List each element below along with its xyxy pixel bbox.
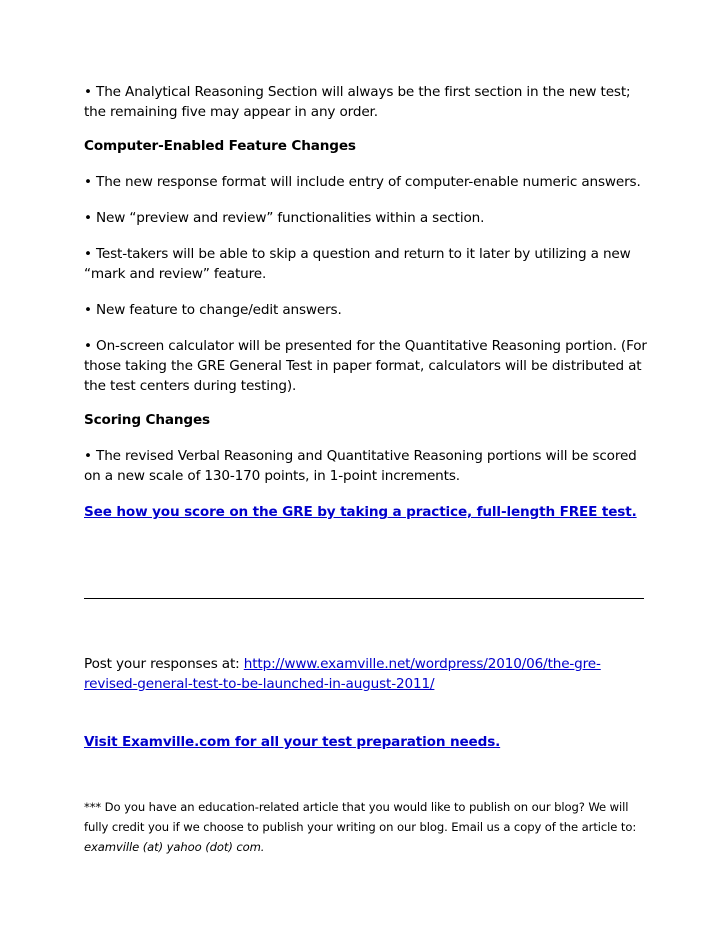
bullet-preview-review: • New “preview and review” functionalities within a section. <box>84 210 485 226</box>
note-text: *** Do you have an education-related article that you would like to publish on our blog? We will fully credit you if we choose to publish your writing on our blog. Email us a copy of the article to: <box>84 800 637 834</box>
document-body <box>84 82 654 522</box>
bullet-analytical-reasoning: • The Analytical Reasoning Section will always be the first section in the new test; the remaining five may appear in any order. <box>84 84 631 120</box>
section-divider <box>84 598 644 599</box>
bullet-change-answers: • New feature to change/edit answers. <box>84 302 342 318</box>
bullet-response-format: • The new response format will include entry of computer-enable numeric answers. <box>84 174 641 190</box>
practice-test-link[interactable]: See how you score on the GRE by taking a practice, full-length FREE test. <box>84 504 637 520</box>
heading-computer-enabled-changes: Computer-Enabled Feature Changes <box>84 138 356 154</box>
post-url-link[interactable]: http://www.examville.net/wordpress/2010/06/the-gre-revised-general-test-to-be-launched-in-august-2011/ <box>84 656 601 692</box>
post-responses-block <box>84 654 654 694</box>
bullet-mark-review: • Test-takers will be able to skip a question and return to it later by utilizing a new “mark and review” feature. <box>84 246 631 282</box>
heading-scoring-changes: Scoring Changes <box>84 412 210 428</box>
submission-note <box>84 797 654 857</box>
post-responses-label: Post your responses at: <box>84 656 244 672</box>
note-email: examville (at) yahoo (dot) com. <box>84 840 265 854</box>
visit-examville-link[interactable]: Visit Examville.com for all your test preparation needs. <box>84 734 501 750</box>
bullet-scoring-scale: • The revised Verbal Reasoning and Quantitative Reasoning portions will be scored on a new scale of 130-170 points, in 1-point increments. <box>84 448 637 484</box>
visit-block <box>84 732 654 752</box>
bullet-calculator: • On-screen calculator will be presented for the Quantitative Reasoning portion. (For those taking the GRE General Test in paper format, calculators will be distributed at the test centers during testing). <box>84 338 647 394</box>
